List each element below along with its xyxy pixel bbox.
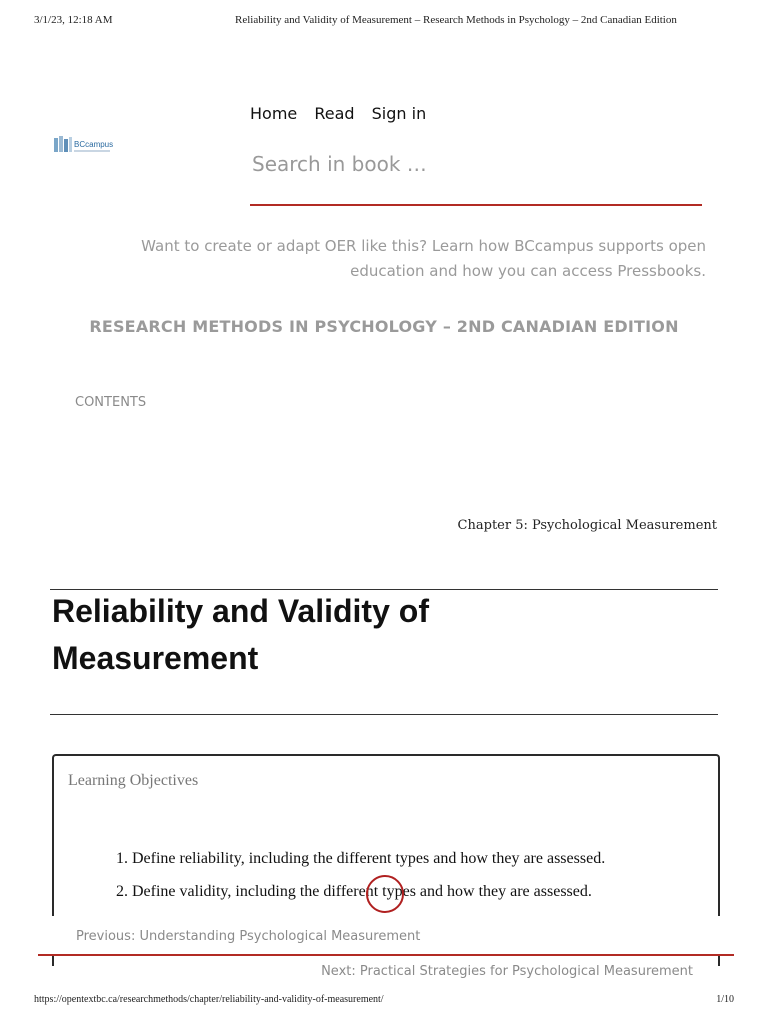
list-item: 2. Define validity, including the different types and how they are assessed. (116, 883, 592, 900)
promo-line-1: Want to create or adapt OER like this? Learn how BCcampus supports open (141, 237, 706, 255)
next-page-link[interactable]: Next: Practical Strategies for Psychological Measurement (321, 964, 693, 979)
promo-line-2: education and how you can access Pressbooks. (350, 262, 706, 280)
page-title-line-2: Measurement (52, 640, 259, 676)
page-title-line-1: Reliability and Validity of (52, 593, 429, 629)
list-item: 1. Define reliability, including the different types and how they are assessed. (116, 850, 606, 867)
book-title-link[interactable]: RESEARCH METHODS IN PSYCHOLOGY – 2ND CANADIAN EDITION (89, 317, 679, 336)
nav-sign-in-link[interactable]: Sign in (371, 104, 427, 123)
learning-objectives-list (116, 850, 605, 916)
learning-objectives-heading: Learning Objectives (68, 772, 199, 789)
print-datetime: 3/1/23, 12:18 AM (34, 14, 113, 26)
bccampus-logo-icon (52, 134, 114, 158)
print-title: Reliability and Validity of Measurement – Research Methods in Psychology – 2nd Canadian Edition (235, 14, 677, 26)
bccampus-logo[interactable] (52, 134, 114, 158)
print-footer-url: https://opentextbc.ca/researchmethods/chapter/reliability-and-validity-of-measurement/ (34, 994, 384, 1005)
pager-divider (38, 954, 734, 956)
annotation-circle (366, 875, 404, 913)
nav-home-link[interactable]: Home (250, 104, 298, 123)
promo-text (80, 234, 706, 284)
search-input[interactable] (250, 148, 706, 180)
previous-page-link[interactable]: Previous: Understanding Psychological Measurement (76, 929, 421, 944)
top-nav (250, 104, 438, 123)
chapter-label: Chapter 5: Psychological Measurement (457, 518, 717, 533)
page-title (52, 588, 552, 682)
print-page-number: 1/10 (716, 994, 734, 1005)
logo-wordmark: BCcampus (74, 140, 114, 149)
search-box (250, 148, 702, 206)
nav-read-link[interactable]: Read (314, 104, 355, 123)
contents-toggle[interactable]: CONTENTS (75, 395, 147, 410)
title-divider-bottom (50, 714, 718, 715)
